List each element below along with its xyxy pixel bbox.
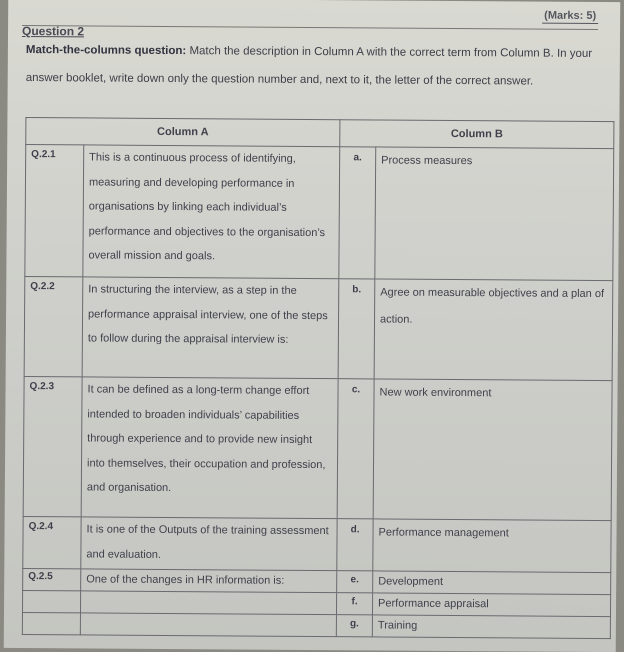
term-cell: Performance appraisal <box>372 593 610 617</box>
term-cell: Process measures <box>375 147 614 281</box>
option-letter: a. <box>339 147 376 279</box>
term-cell: Development <box>373 571 611 595</box>
column-a-header: Column A <box>26 117 340 146</box>
description-cell <box>80 613 336 637</box>
instructions-lead: Match-the-columns question: <box>25 43 187 58</box>
option-letter: f. <box>336 593 372 615</box>
description-cell: It can be defined as a long-term change effort intended to broaden individuals’ capabilities through experience and to provide new insight into themselves, their occupation and profession, and organisation. <box>81 377 338 519</box>
question-title: Question 2 <box>21 23 85 39</box>
instructions-text: Match the description in Column A with the correct term from Column B. In your answer booklet, write down only the question number and, next to it, the letter of the correct answer. <box>25 45 593 88</box>
table-row <box>25 144 614 280</box>
match-columns-table <box>22 117 615 639</box>
instructions <box>26 36 616 96</box>
option-letter: g. <box>336 615 372 637</box>
description-cell: One of the changes in HR information is: <box>81 569 337 593</box>
table-header-row <box>26 117 614 148</box>
term-cell: Training <box>372 615 610 639</box>
table-row <box>22 612 610 638</box>
question-number <box>22 590 80 612</box>
question-number: Q.2.2 <box>24 276 83 376</box>
description-cell <box>80 591 336 615</box>
question-number <box>22 612 80 634</box>
question-number: Q.2.5 <box>23 568 81 590</box>
option-letter: c. <box>337 379 374 519</box>
term-cell: New work environment <box>373 379 612 521</box>
option-letter: d. <box>337 519 373 571</box>
table-row <box>24 276 613 380</box>
column-b-header: Column B <box>340 120 614 149</box>
header-rule <box>22 25 598 30</box>
option-letter: b. <box>338 279 375 379</box>
description-cell: In structuring the interview, as a step in the performance appraisal interview, one of the steps to follow during the appraisal interview is: <box>82 277 339 379</box>
table-row <box>23 376 612 520</box>
description-cell: This is a continuous process of identifying, measuring and developing performance in organisations by linking each individual’s performance and objectives to the organisation’s overall mission and goals. <box>83 145 340 279</box>
description-cell: It is one of the Outputs of the training assessment and evaluation. <box>81 517 337 571</box>
question-number: Q.2.1 <box>25 144 84 276</box>
question-number: Q.2.4 <box>23 516 81 568</box>
marks-label: (Marks: 5) <box>542 10 598 24</box>
table-row <box>23 516 611 572</box>
question-number: Q.2.3 <box>23 376 82 516</box>
exam-paper <box>4 0 621 652</box>
option-letter: e. <box>337 571 373 593</box>
term-cell: Performance management <box>373 519 611 573</box>
term-cell: Agree on measurable objectives and a plan of action. <box>374 279 613 381</box>
